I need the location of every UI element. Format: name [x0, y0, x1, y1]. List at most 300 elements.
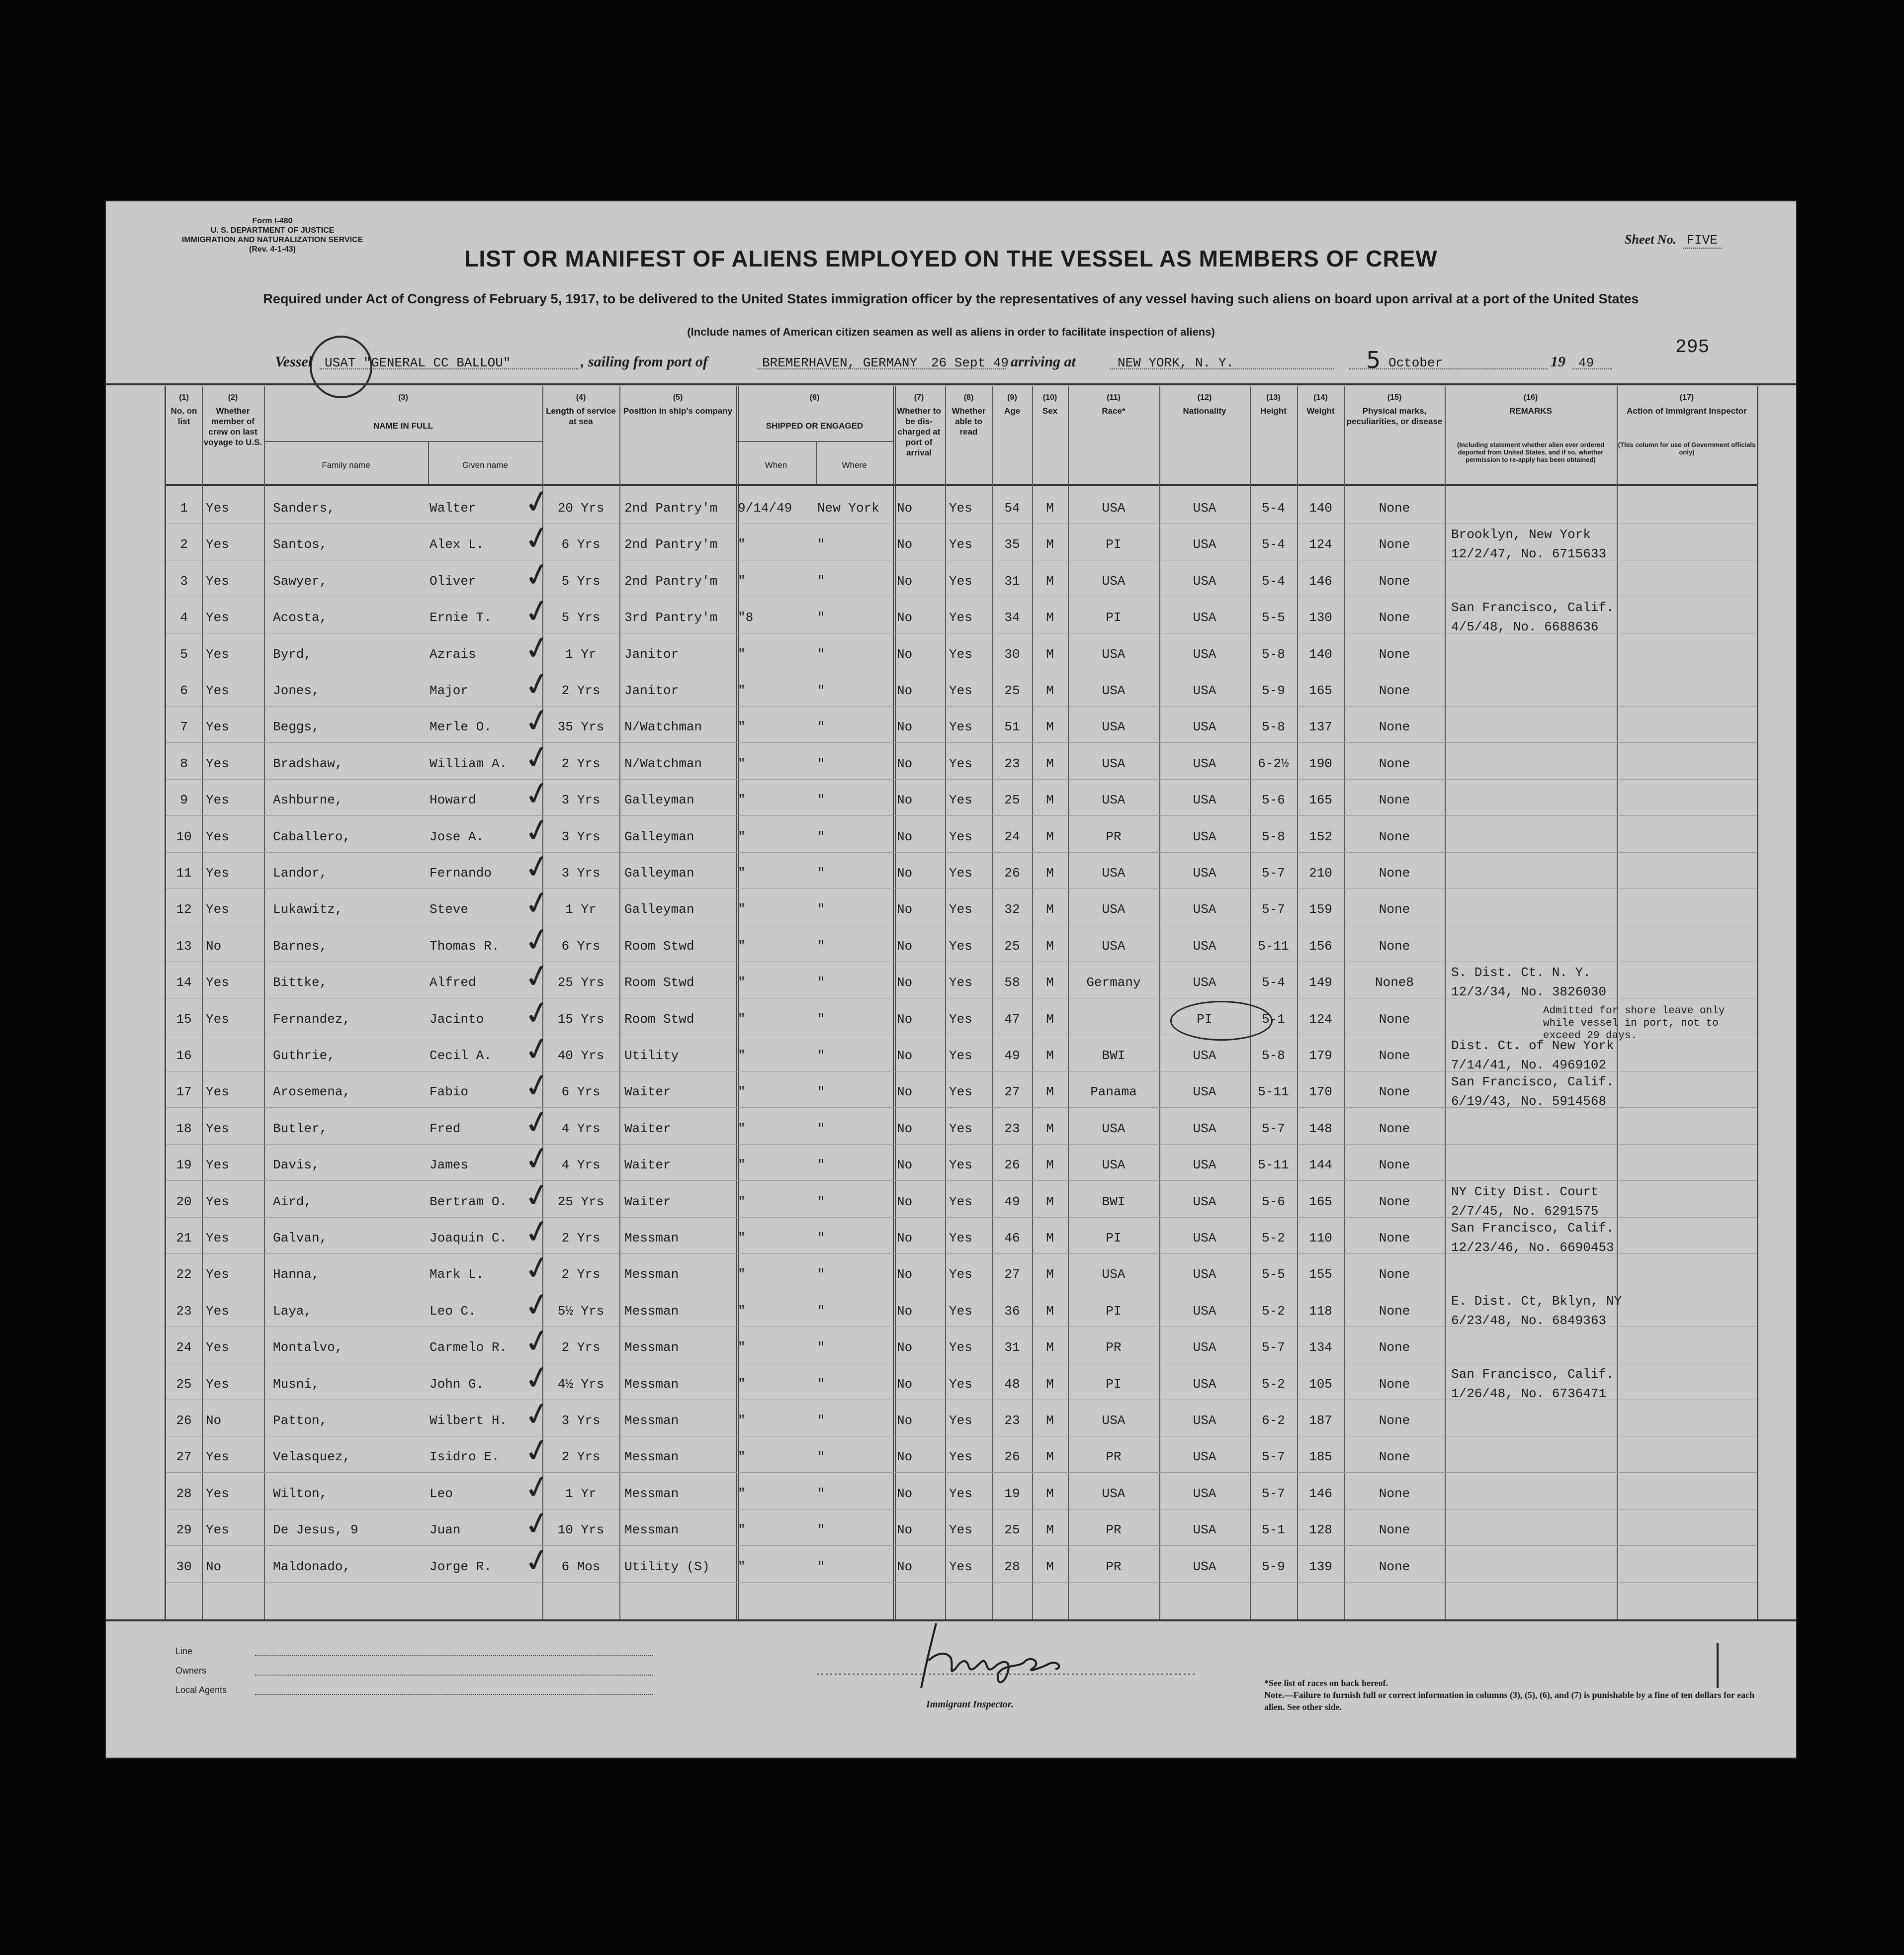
- cell-discharge: No: [897, 683, 913, 698]
- table-row: [166, 1486, 1757, 1506]
- cell-sex: M: [1046, 573, 1054, 589]
- cell-sex: M: [1046, 1084, 1054, 1100]
- note-text: —Failure to furnish full or correct information in columns (3), (5), (6), and (7) is punishable by a fine of ten dollars for each alien. See other side.: [1264, 1690, 1755, 1712]
- cell-nationality: USA: [1193, 902, 1216, 917]
- check-mark: ✓: [520, 1539, 554, 1582]
- cell-height: 5-7: [1262, 1486, 1285, 1501]
- cell-nationality: USA: [1193, 829, 1216, 844]
- cell-race: PR: [1106, 1340, 1122, 1355]
- cell-given: James: [430, 1157, 469, 1173]
- column-header-9: [992, 392, 1032, 416]
- cell-where: ": [817, 1084, 825, 1100]
- cell-age: 23: [1004, 756, 1020, 771]
- cell-service: 2 Yrs: [561, 683, 601, 698]
- cell-marks: None: [1379, 1522, 1410, 1538]
- cell-race: PR: [1106, 1559, 1122, 1574]
- cell-service: 6 Yrs: [561, 537, 601, 552]
- check-mark: ✓: [520, 1357, 554, 1399]
- column-label: Action of Immigrant Inspector: [1627, 406, 1747, 416]
- cell-nationality: USA: [1193, 573, 1216, 589]
- cell-age: 23: [1004, 1413, 1020, 1428]
- cell-marks: None: [1379, 866, 1410, 881]
- cell-age: 36: [1004, 1303, 1020, 1319]
- cell-height: 5-11: [1258, 938, 1289, 954]
- cell-service: 3 Yrs: [561, 829, 601, 844]
- cell-service: 4 Yrs: [561, 1121, 601, 1136]
- column-number: (4): [576, 393, 586, 402]
- cell-sex: M: [1046, 719, 1054, 735]
- crew-table: [165, 386, 1758, 1619]
- cell-read: Yes: [949, 1340, 972, 1355]
- cell-nationality: USA: [1193, 610, 1216, 625]
- cell-given: Steve: [430, 902, 469, 917]
- cell-height: 5-7: [1262, 1449, 1285, 1465]
- check-mark: ✓: [520, 773, 554, 815]
- column-label: Whether to be dis-charged at port of arrival: [897, 406, 941, 457]
- column-number: (9): [1007, 393, 1017, 402]
- cell-discharge: No: [897, 866, 913, 881]
- cell-discharge: No: [897, 756, 913, 771]
- column-header-3: [264, 392, 542, 431]
- line-field: [255, 1655, 653, 1656]
- check-mark: ✓: [520, 554, 554, 596]
- cell-weight: 170: [1309, 1084, 1332, 1100]
- cell-age: 25: [1004, 1522, 1020, 1538]
- cell-discharge: No: [897, 646, 913, 662]
- page-number: 295: [1675, 337, 1710, 358]
- cell-marks: None: [1379, 1048, 1410, 1063]
- cell-age: 51: [1004, 719, 1020, 735]
- cell-prev: Yes: [206, 829, 229, 844]
- cell-where: ": [817, 1486, 825, 1501]
- cell-when: ": [738, 793, 746, 808]
- cell-given: Jorge R.: [430, 1559, 492, 1574]
- cell-given: Fabio: [430, 1084, 469, 1100]
- check-mark: ✓: [520, 1467, 554, 1509]
- check-mark: ✓: [520, 1503, 554, 1545]
- cell-sex: M: [1046, 1559, 1054, 1574]
- cell-service: 10 Yrs: [557, 1522, 605, 1538]
- cell-no: 10: [176, 829, 192, 844]
- cell-sex: M: [1046, 866, 1054, 881]
- cell-where: ": [817, 1449, 825, 1465]
- cell-weight: 148: [1309, 1121, 1332, 1136]
- cell-service: 6 Yrs: [561, 1084, 601, 1100]
- cell-service: 2 Yrs: [561, 1340, 601, 1355]
- cell-position: N/Watchman: [624, 719, 702, 735]
- column-header-1: [166, 392, 202, 427]
- cell-height: 5-4: [1262, 975, 1285, 990]
- cell-prev: Yes: [206, 1303, 229, 1319]
- cell-weight: 124: [1309, 1011, 1332, 1027]
- cell-no: 29: [176, 1522, 192, 1538]
- cell-prev: Yes: [206, 902, 229, 917]
- cell-no: 25: [176, 1376, 192, 1392]
- column-header-17: [1617, 392, 1757, 416]
- cell-no: 11: [176, 866, 192, 881]
- cell-position: Messman: [624, 1231, 679, 1245]
- cell-height: 5-6: [1262, 793, 1285, 808]
- cell-marks: None: [1379, 501, 1410, 516]
- cell-position: Messman: [624, 1486, 679, 1501]
- cell-read: Yes: [949, 1084, 972, 1100]
- cell-prev: Yes: [206, 1449, 229, 1465]
- cell-where: ": [817, 646, 825, 662]
- cell-where: ": [817, 975, 825, 990]
- cell-discharge: No: [897, 1303, 913, 1319]
- cell-sex: M: [1046, 1340, 1054, 1355]
- column-label: Weight: [1306, 406, 1335, 416]
- cell-marks: None: [1379, 1303, 1410, 1319]
- cell-read: Yes: [949, 1048, 972, 1063]
- table-row: [166, 1012, 1757, 1032]
- cell-discharge: No: [897, 1157, 913, 1173]
- column-divider: [992, 386, 993, 1619]
- cell-when: ": [738, 1231, 746, 1245]
- cell-discharge: No: [897, 573, 913, 589]
- row-rule: [166, 815, 1757, 816]
- cell-family: De Jesus, 9: [273, 1522, 358, 1538]
- cell-given: Bertram O.: [430, 1194, 508, 1209]
- cell-family: Byrd,: [273, 646, 312, 662]
- table-row: [166, 1157, 1757, 1177]
- cell-age: 30: [1004, 646, 1020, 662]
- cell-weight: 159: [1309, 902, 1332, 917]
- cell-age: 49: [1004, 1048, 1020, 1063]
- cell-sex: M: [1046, 537, 1054, 552]
- cell-age: 54: [1004, 501, 1020, 516]
- cell-read: Yes: [949, 793, 972, 808]
- check-mark: ✓: [520, 1138, 554, 1180]
- cell-weight: 140: [1309, 646, 1332, 662]
- cell-age: 49: [1004, 1194, 1020, 1209]
- table-row: [166, 719, 1757, 739]
- check-mark: ✓: [520, 627, 554, 669]
- cell-race: USA: [1102, 1267, 1125, 1282]
- cell-sex: M: [1046, 1376, 1054, 1392]
- service: IMMIGRATION AND NATURALIZATION SERVICE: [181, 236, 363, 244]
- cell-when: ": [738, 1376, 746, 1392]
- cell-family: Patton,: [273, 1413, 328, 1428]
- cell-height: 5-7: [1262, 902, 1285, 917]
- cell-given: Ernie T.: [430, 610, 492, 625]
- cell-nationality: USA: [1193, 975, 1216, 990]
- cell-position: 2nd Pantry'm: [624, 537, 718, 552]
- cell-weight: 152: [1309, 829, 1332, 844]
- cell-where: ": [817, 902, 825, 917]
- cell-weight: 155: [1309, 1267, 1332, 1282]
- check-mark: ✓: [520, 883, 554, 925]
- cell-race: PI: [1106, 1231, 1122, 1245]
- cell-race: USA: [1102, 1486, 1125, 1501]
- cell-age: 35: [1004, 537, 1020, 552]
- cell-prev: Yes: [206, 1011, 229, 1027]
- cell-no: 16: [176, 1048, 192, 1063]
- cell-discharge: No: [897, 537, 913, 552]
- column-label: Position in ship's company: [623, 406, 733, 416]
- cell-when: ": [738, 1559, 746, 1574]
- cell-position: Galleyman: [624, 829, 694, 844]
- cell-prev: Yes: [206, 573, 229, 589]
- cell-prev: Yes: [206, 1194, 229, 1209]
- cell-race: USA: [1102, 866, 1125, 881]
- cell-sex: M: [1046, 1303, 1054, 1319]
- column-number: (14): [1313, 393, 1328, 402]
- agents-field: [255, 1694, 653, 1695]
- cell-prev: Yes: [206, 756, 229, 771]
- cell-height: 5-11: [1258, 1157, 1289, 1173]
- cell-weight: 187: [1309, 1413, 1332, 1428]
- column-label: Race*: [1102, 406, 1125, 416]
- cell-weight: 110: [1309, 1231, 1332, 1245]
- cell-position: Room Stwd: [624, 938, 694, 954]
- row-rule: [166, 1582, 1757, 1583]
- cell-nationality: USA: [1193, 1231, 1216, 1245]
- cell-when: ": [738, 1121, 746, 1136]
- owners-label: Owners: [175, 1666, 207, 1676]
- check-mark: ✓: [520, 1284, 554, 1326]
- cell-where: ": [817, 610, 825, 625]
- cell-race: USA: [1102, 1413, 1125, 1428]
- cell-where: ": [817, 1413, 825, 1428]
- column-number: (1): [179, 393, 189, 402]
- cell-position: Room Stwd: [624, 1011, 694, 1027]
- cell-sex: M: [1046, 610, 1054, 625]
- cell-service: 3 Yrs: [561, 793, 601, 808]
- cell-position: Galleyman: [624, 902, 694, 917]
- column-divider: [1068, 386, 1069, 1619]
- cell-nationality: USA: [1193, 1522, 1216, 1538]
- cell-service: 5 Yrs: [561, 610, 601, 625]
- cell-where: ": [817, 1157, 825, 1173]
- cell-read: Yes: [949, 975, 972, 990]
- cell-race: PI: [1106, 610, 1122, 625]
- cell-family: Laya,: [273, 1303, 312, 1319]
- cell-given: Leo C.: [430, 1303, 476, 1319]
- cell-height: 6-2½: [1258, 756, 1289, 771]
- cell-nationality: PI: [1197, 1011, 1212, 1027]
- cell-given: Fred: [430, 1121, 461, 1136]
- cell-family: Guthrie,: [273, 1048, 335, 1063]
- cell-family: Bittke,: [273, 975, 328, 990]
- cell-height: 5-9: [1262, 683, 1285, 698]
- check-mark: ✓: [520, 1174, 554, 1217]
- cell-age: 28: [1004, 1559, 1020, 1574]
- column-label: Physical marks, peculiarities, or disease: [1346, 406, 1443, 426]
- cell-sex: M: [1046, 1449, 1054, 1465]
- column-divider: [1344, 386, 1345, 1619]
- margin-tick: [1717, 1643, 1719, 1688]
- cell-no: 19: [176, 1157, 192, 1173]
- cell-prev: Yes: [206, 866, 229, 881]
- cell-read: Yes: [949, 829, 972, 844]
- cell-marks: None: [1379, 573, 1410, 589]
- cell-race: Germany: [1086, 975, 1141, 990]
- column-number: (17): [1679, 393, 1694, 402]
- table-row: [166, 866, 1757, 886]
- cell-race: PI: [1106, 1376, 1122, 1392]
- column-label: Sex: [1042, 406, 1058, 416]
- cell-height: 6-2: [1262, 1413, 1285, 1428]
- cell-where: ": [817, 683, 825, 698]
- cell-nationality: USA: [1193, 866, 1216, 881]
- cell-nationality: USA: [1193, 1267, 1216, 1282]
- vessel-name: USAT "GENERAL CC BALLOU": [325, 355, 511, 370]
- cell-no: 2: [180, 537, 188, 552]
- cell-height: 5-5: [1262, 1267, 1285, 1282]
- cell-prev: Yes: [206, 1121, 229, 1136]
- inspector-signature: [807, 1613, 1195, 1698]
- cell-height: 5-4: [1262, 573, 1285, 589]
- cell-no: 3: [180, 573, 188, 589]
- cell-height: 5-5: [1262, 610, 1285, 625]
- cell-height: 5-11: [1258, 1084, 1289, 1100]
- cell-marks: None: [1379, 1449, 1410, 1465]
- cell-no: 27: [176, 1449, 192, 1465]
- row-rule: [166, 1180, 1757, 1181]
- cell-where: New York: [817, 501, 879, 516]
- cell-weight: 144: [1309, 1157, 1332, 1173]
- column-number: (2): [228, 393, 238, 402]
- departure-date: 26 Sept 49: [931, 355, 1009, 370]
- row-rule: [166, 1509, 1757, 1510]
- cell-service: 6 Mos: [561, 1559, 601, 1574]
- column-header-10: [1032, 392, 1068, 416]
- cell-nationality: USA: [1193, 1559, 1216, 1574]
- cell-service: 3 Yrs: [561, 1413, 601, 1428]
- cell-family: Sanders,: [273, 501, 335, 516]
- document-subtitle: Required under Act of Congress of February 5, 1917, to be delivered to the United States immigration officer by the representatives of any vessel having such aliens on board upon arrival at a port of the United States: [263, 291, 1639, 306]
- cell-service: 5½ Yrs: [557, 1303, 605, 1319]
- cell-when: ": [738, 1157, 746, 1173]
- cell-prev: No: [206, 938, 222, 954]
- cell-prev: Yes: [206, 537, 229, 552]
- column-header-5: [619, 392, 736, 416]
- cell-given: Juan: [430, 1522, 461, 1538]
- cell-race: USA: [1102, 756, 1125, 771]
- check-mark: ✓: [520, 1394, 554, 1435]
- cell-no: 4: [180, 610, 188, 625]
- cell-position: Messman: [624, 1522, 679, 1538]
- column-number: (5): [673, 393, 683, 402]
- cell-family: Acosta,: [273, 610, 328, 625]
- cell-weight: 128: [1309, 1522, 1332, 1538]
- cell-read: Yes: [949, 1486, 972, 1501]
- cell-discharge: No: [897, 1084, 913, 1100]
- cell-when: ": [738, 1340, 746, 1355]
- cell-nationality: USA: [1193, 793, 1216, 808]
- agents-label: Local Agents: [175, 1685, 227, 1695]
- cell-weight: 185: [1309, 1449, 1332, 1465]
- cell-sex: M: [1046, 1157, 1054, 1173]
- cell-where: ": [817, 1011, 825, 1027]
- check-mark: ✓: [520, 1029, 554, 1070]
- cell-marks: None: [1379, 719, 1410, 735]
- cell-position: Galleyman: [624, 866, 694, 881]
- cell-age: 31: [1004, 573, 1020, 589]
- row-rule: [166, 1545, 1757, 1546]
- cell-height: 5-8: [1262, 719, 1285, 735]
- cell-given: Howard: [430, 793, 476, 808]
- cell-given: John G.: [430, 1376, 484, 1392]
- cell-race: USA: [1102, 573, 1125, 589]
- cell-where: ": [817, 866, 825, 881]
- check-mark: ✓: [520, 591, 554, 632]
- cell-prev: Yes: [206, 1231, 229, 1245]
- cell-family: Barnes,: [273, 938, 328, 954]
- check-mark: ✓: [520, 664, 554, 706]
- cell-given: Leo: [430, 1486, 453, 1501]
- cell-service: 3 Yrs: [561, 866, 601, 881]
- cell-read: Yes: [949, 756, 972, 771]
- cell-where: ": [817, 1376, 825, 1392]
- cell-service: 15 Yrs: [557, 1011, 605, 1027]
- row-rule: [166, 779, 1757, 780]
- column-header-12: [1159, 392, 1250, 416]
- cell-given: Carmelo R.: [430, 1340, 508, 1355]
- column-number: (15): [1387, 393, 1402, 402]
- cell-given: Isidro E.: [430, 1449, 500, 1465]
- cell-no: 17: [176, 1084, 192, 1100]
- cell-age: 34: [1004, 610, 1020, 625]
- cell-when: ": [738, 938, 746, 954]
- remark-entry: NY City Dist. Court 2/7/45, No. 6291575: [1451, 1184, 1599, 1219]
- cell-read: Yes: [949, 610, 972, 625]
- cell-discharge: No: [897, 902, 913, 917]
- cell-position: 2nd Pantry'm: [624, 501, 718, 516]
- cell-weight: 210: [1309, 866, 1332, 881]
- remark-entry: S. Dist. Ct. N. Y. 12/3/34, No. 3826030: [1451, 965, 1607, 1000]
- cell-position: 3rd Pantry'm: [624, 610, 718, 625]
- cell-no: 9: [180, 793, 188, 808]
- sheet-number-value: FIVE: [1683, 233, 1722, 249]
- cell-nationality: USA: [1193, 646, 1216, 662]
- remark-entry: San Francisco, Calif. 6/19/43, No. 5914568: [1451, 1074, 1614, 1109]
- cell-where: ": [817, 1231, 825, 1245]
- sheet-number-label: Sheet No.: [1625, 232, 1677, 247]
- cell-marks: None: [1379, 1559, 1410, 1574]
- cell-prev: Yes: [206, 975, 229, 990]
- cell-race: PI: [1106, 537, 1122, 552]
- column-header-7: [893, 392, 945, 458]
- cell-no: 13: [176, 938, 192, 954]
- cell-weight: 165: [1309, 683, 1332, 698]
- cell-marks: None: [1379, 1376, 1410, 1392]
- cell-height: 5-2: [1262, 1303, 1285, 1319]
- column-number: (13): [1266, 393, 1281, 402]
- cell-service: 2 Yrs: [561, 756, 601, 771]
- check-mark: ✓: [520, 1247, 554, 1290]
- remark-entry: Brooklyn, New York 12/2/47, No. 6715633: [1451, 527, 1607, 562]
- cell-family: Beggs,: [273, 719, 320, 735]
- cell-height: 5-4: [1262, 537, 1285, 552]
- owners-field: [255, 1675, 653, 1676]
- cell-nationality: USA: [1193, 683, 1216, 698]
- cell-sex: M: [1046, 1231, 1054, 1245]
- cell-weight: 146: [1309, 573, 1332, 589]
- column-label: Age: [1004, 406, 1021, 416]
- check-mark: ✓: [520, 700, 554, 742]
- cell-sex: M: [1046, 1048, 1054, 1063]
- cell-when: ": [738, 537, 746, 552]
- cell-when: ": [738, 1449, 746, 1465]
- cell-discharge: No: [897, 1194, 913, 1209]
- cell-when: "8: [738, 610, 754, 625]
- cell-given: Joaquin C.: [430, 1231, 508, 1245]
- cell-age: 32: [1004, 902, 1020, 917]
- check-mark: ✓: [520, 956, 554, 997]
- cell-sex: M: [1046, 793, 1054, 808]
